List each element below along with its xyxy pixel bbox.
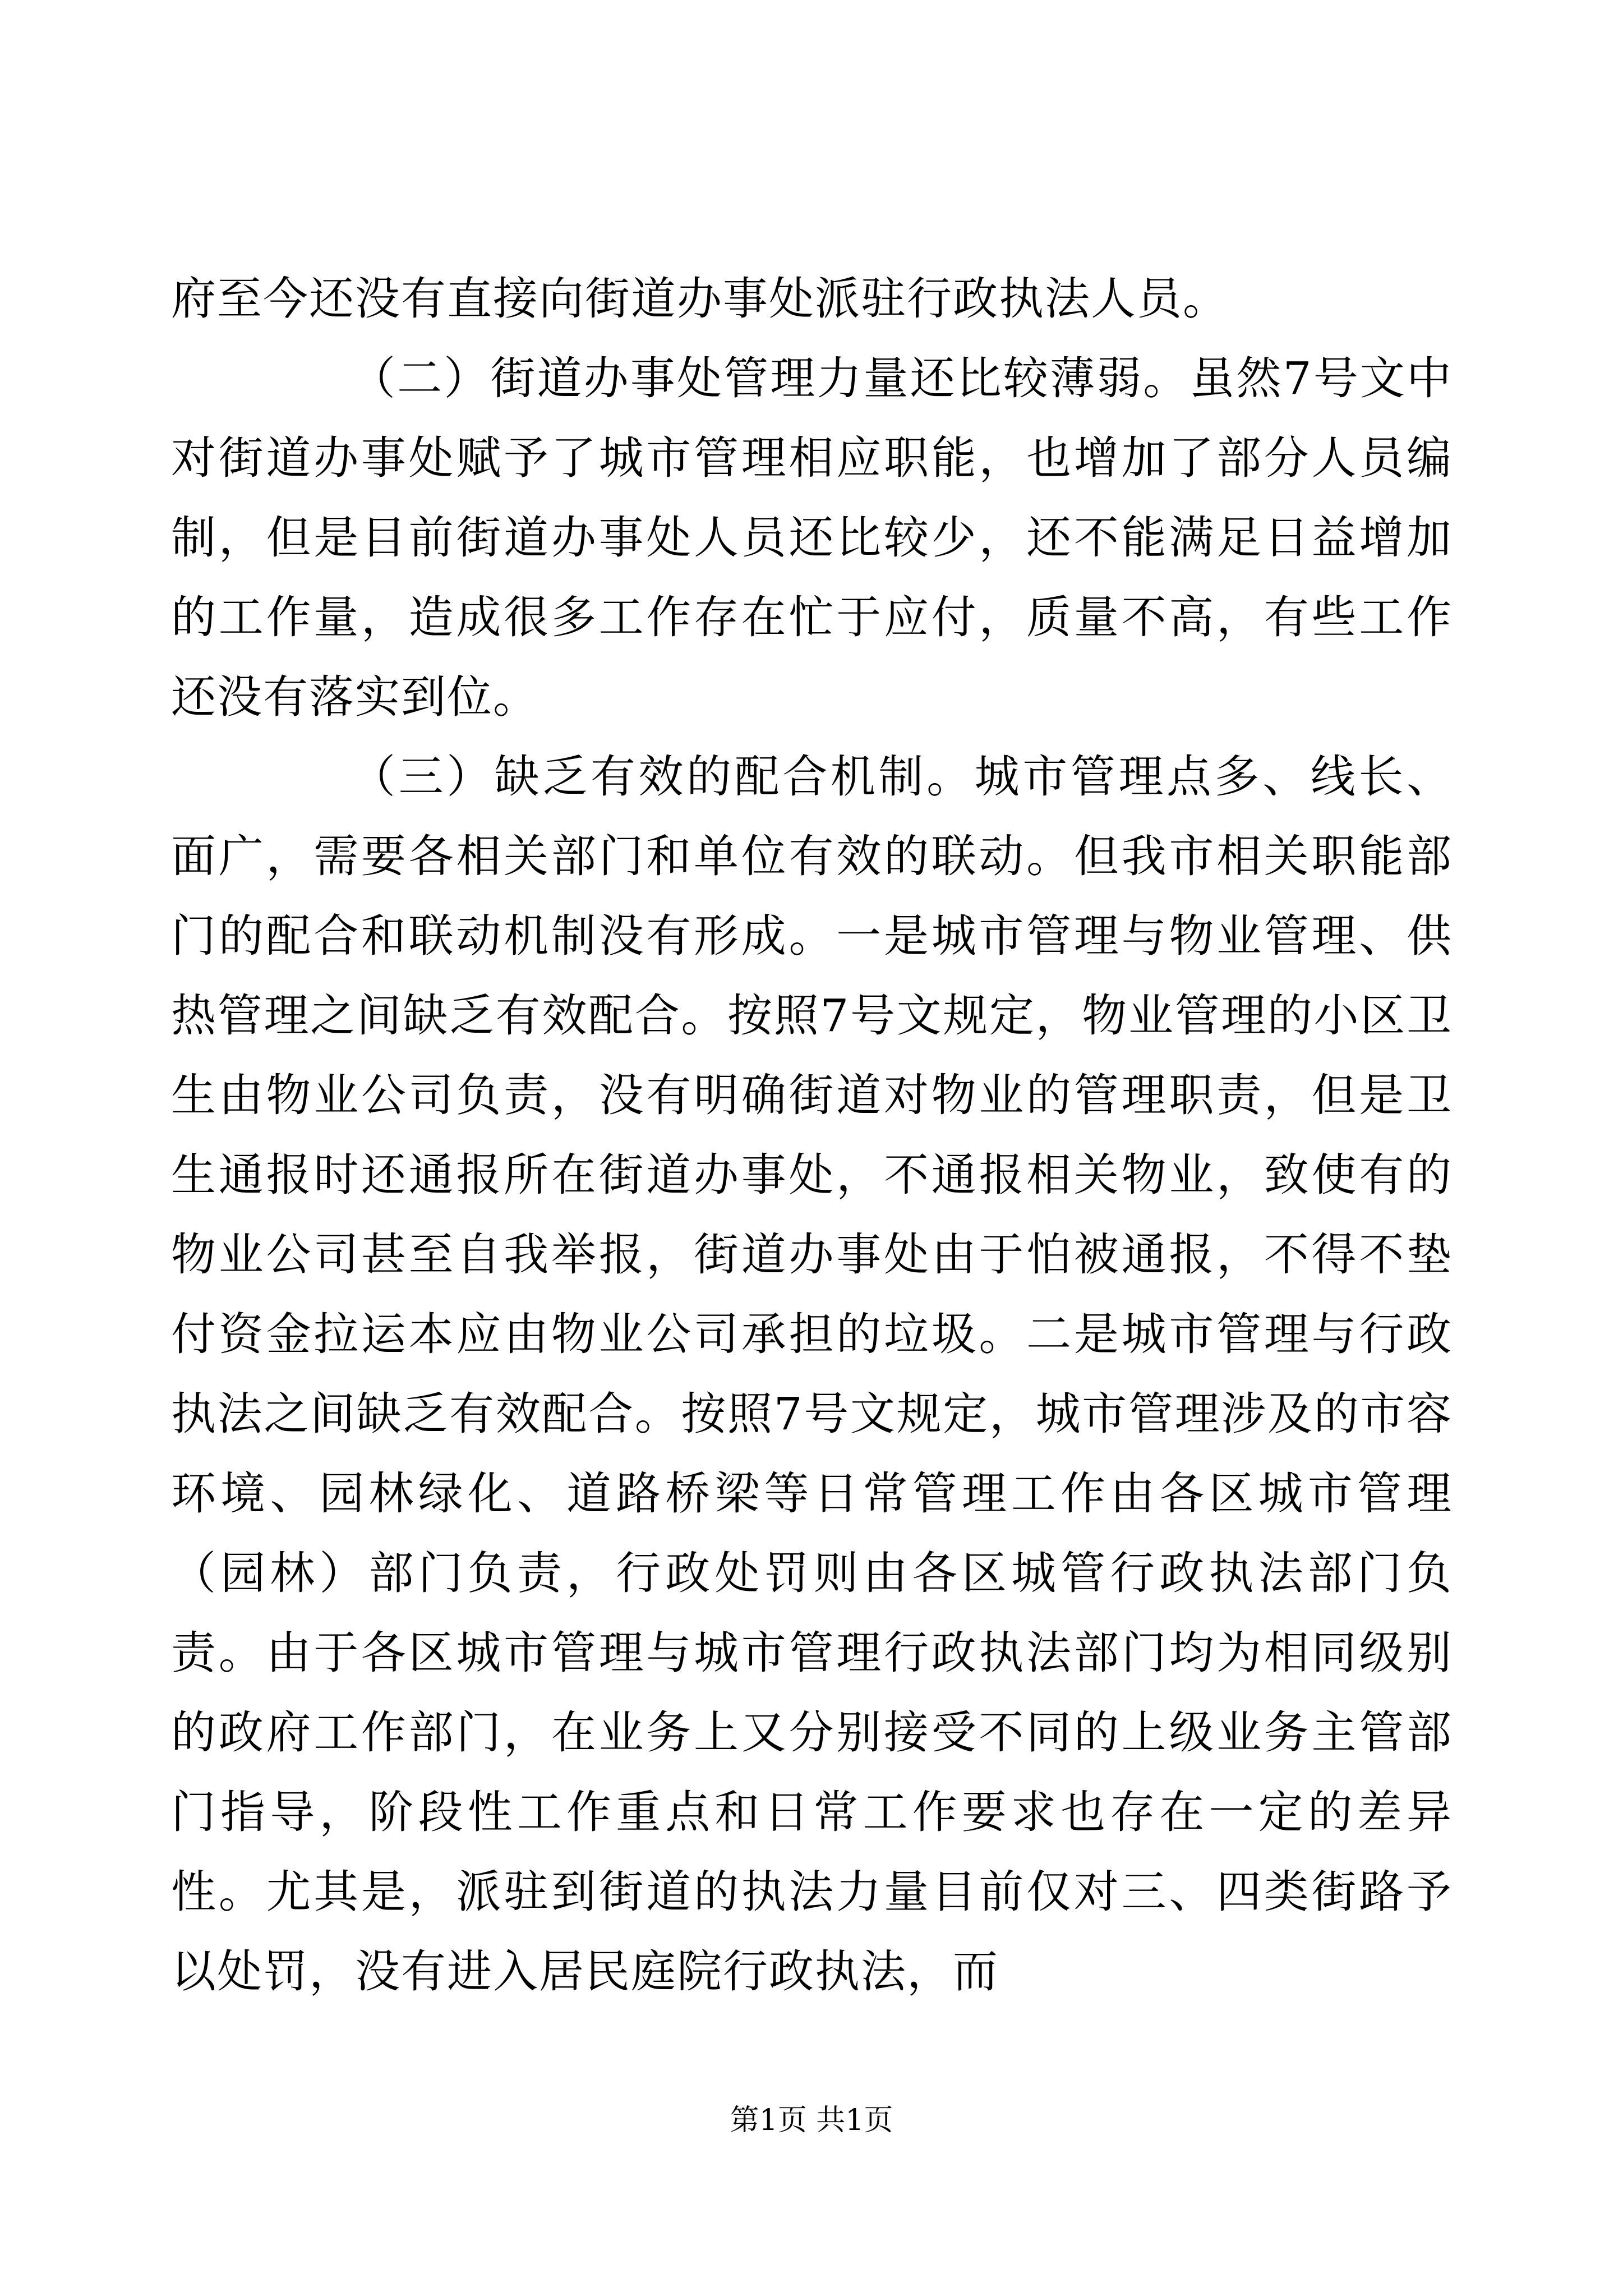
document-body <box>171 259 1453 2012</box>
page-footer: 第1页 共1页 <box>730 2104 893 2137</box>
paragraph-section-three: （三）缺乏有效的配合机制。城市管理点多、线长、面广，需要各相关部门和单位有效的联动。但我市相关职能部门的配合和联动机制没有形成。一是城市管理与物业管理、供热管理之间缺乏有效配合。按照7号文规定，物业管理的小区卫生由物业公司负责，没有明确街道对物业的管理职责，但是卫生通报时还通报所在街道办事处，不通报相关物业，致使有的物业公司甚至自我举报，街道办事处由于怕被通报，不得不垫付资金拉运本应由物业公司承担的垃圾。二是城市管理与行政执法之间缺乏有效配合。按照7号文规定，城市管理涉及的市容环境、园林绿化、道路桥梁等日常管理工作由各区城市管理（园林）部门负责，行政处罚则由各区城管行政执法部门负责。由于各区城市管理与城市管理行政执法部门均为相同级别的政府工作部门，在业务上又分别接受不同的上级业务主管部门指导，阶段性工作重点和日常工作要求也存在一定的差异性。尤其是，派驻到街道的执法力量目前仅对三、四类街路予以处罚，没有进入居民庭院行政执法，而 <box>171 751 1453 1998</box>
paragraph-section-two: （二）街道办事处管理力量还比较薄弱。虽然7号文中对街道办事处赋予了城市管理相应职能，也增加了部分人员编制，但是目前街道办事处人员还比较少，还不能满足日益增加的工作量，造成很多工作存在忙于应付，质量不高，有些工作还没有落实到位。 <box>171 352 1453 723</box>
paragraph-continuation: 府至今还没有直接向街道办事处派驻行政执法人员。 <box>171 273 1229 325</box>
